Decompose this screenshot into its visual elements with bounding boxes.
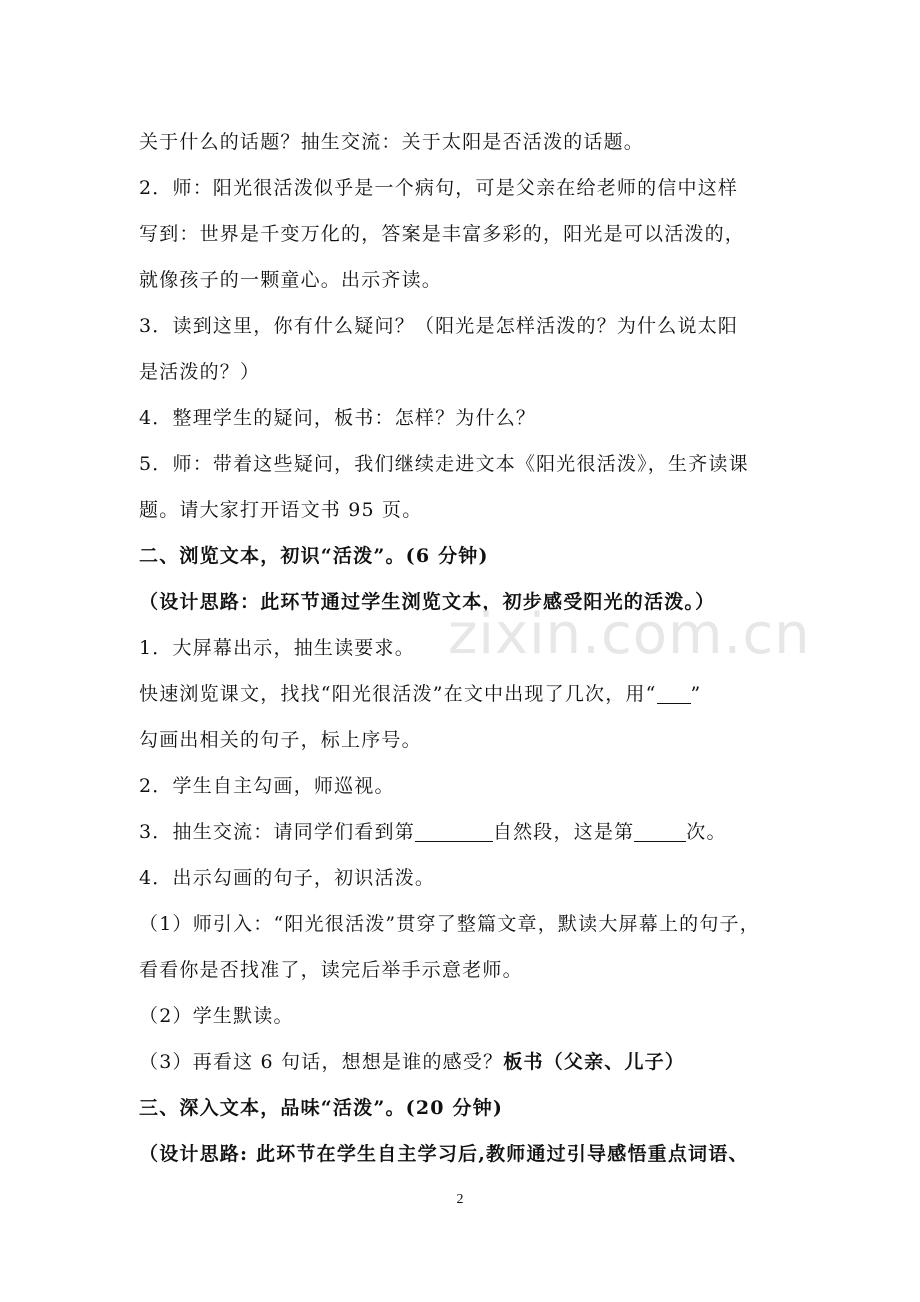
text-line: （2）学生默读。: [139, 1005, 294, 1027]
text-line: 3．读到这里，你有什么疑问？（阳光是怎样活泼的？为什么说太阳: [139, 315, 739, 337]
text-line: 就像孩子的一颗童心。出示齐读。: [139, 269, 443, 291]
page-number: 2: [456, 1192, 464, 1207]
underline-blank: [657, 681, 691, 704]
text-line: 看看你是否找准了，读完后举手示意老师。: [139, 959, 523, 981]
text-line: [139, 809, 799, 855]
text-line: 是活泼的？）: [139, 361, 261, 383]
text-line: 写到：世界是千变万化的，答案是丰富多彩的，阳光是可以活泼的，: [139, 223, 746, 245]
text-segment: 3．抽生交流：请同学们看到第: [139, 821, 415, 843]
text-line: 关于什么的话题？抽生交流：关于太阳是否活泼的话题。: [139, 131, 645, 153]
design-note: （设计思路：此环节通过学生浏览文本，初步感受阳光的活泼。）: [139, 591, 716, 613]
text-line: [139, 1039, 799, 1085]
design-note: （设计思路: 此环节在学生自主学习后,教师通过引导感悟重点词语、: [139, 1143, 749, 1165]
text-line: 勾画出相关的句子，标上序号。: [139, 729, 422, 751]
text-segment: 自然段，这是第: [492, 821, 635, 843]
text-line: 2．学生自主勾画，师巡视。: [139, 775, 395, 797]
text-line: 题。请大家打开语文书 95 页。: [139, 499, 423, 521]
text-line: （1）师引入：“阳光很活泼”贯穿了整篇文章，默读大屏幕上的句子，: [139, 913, 760, 935]
text-segment: 快速浏览课文，找找“阳光很活泼”在文中出现了几次，用“: [139, 683, 657, 705]
text-line: 4．出示勾画的句子，初识活泼。: [139, 867, 436, 889]
watermark: zixin.com.cn: [448, 602, 811, 667]
text-segment: （3）再看这 6 句话，想想是谁的感受？: [139, 1051, 504, 1073]
fill-in-blank: [634, 819, 686, 842]
text-line: 4．整理学生的疑问，板书：怎样？为什么？: [139, 407, 537, 429]
text-line: [139, 671, 799, 717]
text-segment: 次。: [686, 821, 727, 843]
blackboard-note: 板书（父亲、儿子）: [503, 1051, 686, 1073]
section-heading: 二、浏览文本，初识“活泼”。(6 分钟): [139, 545, 489, 567]
text-line: 2．师：阳光很活泼似乎是一个病句，可是父亲在给老师的信中这样: [139, 177, 739, 199]
text-segment: ”: [690, 683, 702, 705]
text-line: 1．大屏幕出示，抽生读要求。: [139, 637, 415, 659]
fill-in-blank: [415, 819, 493, 842]
text-line: 5．师：带着这些疑问，我们继续走进文本《阳光很活泼》，生齐读课: [139, 453, 749, 475]
section-heading: 三、深入文本，品味“活泼”。(20 分钟): [139, 1097, 504, 1119]
